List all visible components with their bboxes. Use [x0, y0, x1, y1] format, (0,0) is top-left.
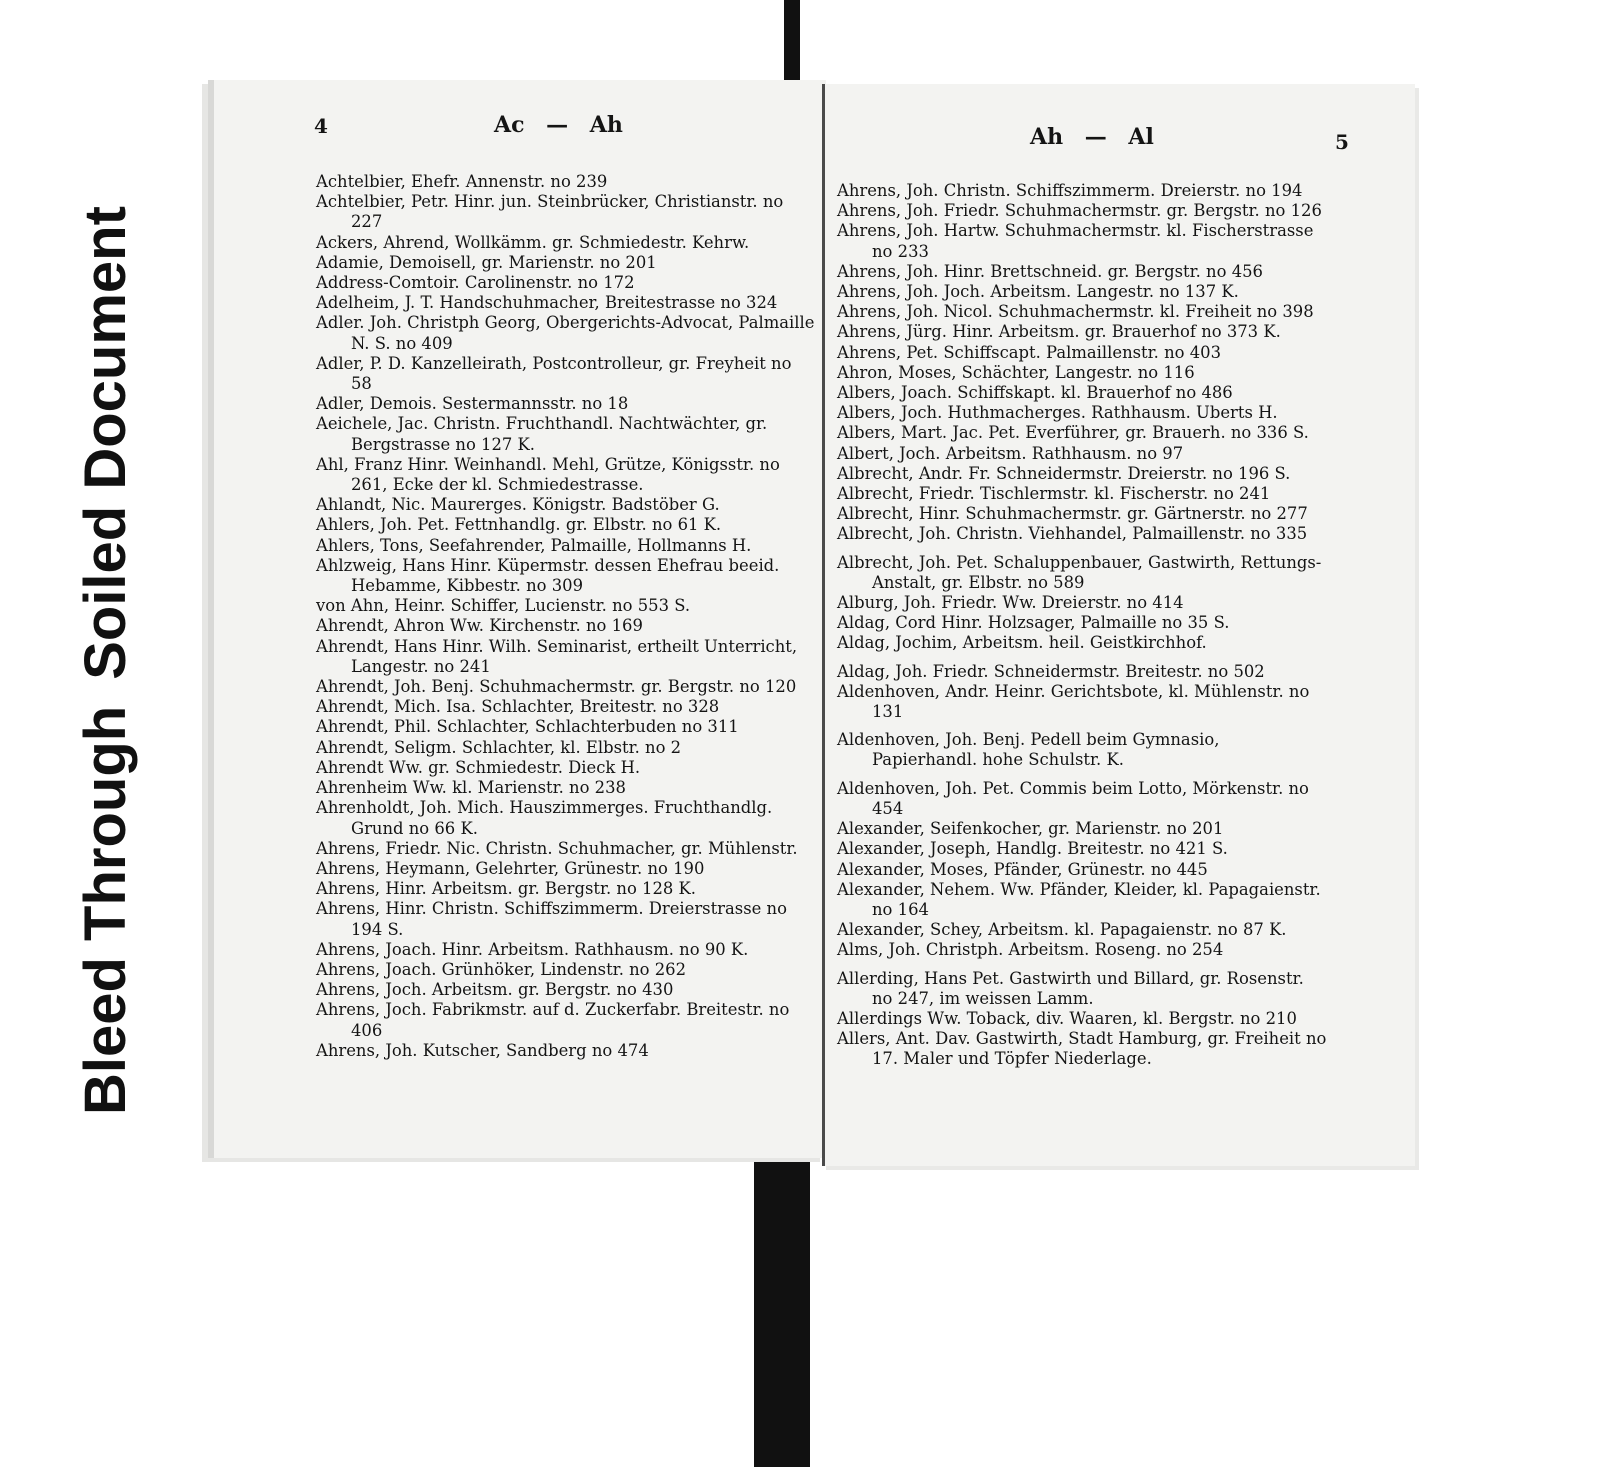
directory-entry: Alburg, Joh. Friedr. Ww. Dreierstr. no 414 — [837, 593, 1184, 613]
directory-entry: Aldenhoven, Joh. Pet. Commis beim Lotto, Mörkenstr. no 454 — [837, 778, 1309, 818]
directory-entry: Adamie, Demoisell, gr. Marienstr. no 201 — [316, 252, 657, 272]
directory-entry: Aldag, Cord Hinr. Holzsager, Palmaille no 35 S. — [837, 613, 1230, 633]
directory-entry: Ahrens, Joach. Hinr. Arbeitsm. Rathhausm. no 90 K. — [316, 939, 749, 959]
directory-entry: Ahrens, Pet. Schiffscapt. Palmaillenstr. no 403 — [837, 342, 1222, 362]
directory-entry: Albrecht, Andr. Fr. Schneidermstr. Dreierstr. no 196 S. — [837, 463, 1291, 483]
directory-entry: Ahrendt, Joh. Benj. Schuhmachermstr. gr. Bergstr. no 120 — [316, 677, 797, 697]
page-number: 5 — [1335, 130, 1349, 154]
directory-entry: Adler. Joh. Christph Georg, Obergerichts-Advocat, Palmaille N. S. no 409 — [316, 313, 815, 353]
directory-entry: Adler, Demois. Sestermannsstr. no 18 — [316, 394, 629, 414]
directory-entry: Albrecht, Joh. Pet. Schaluppenbauer, Gastwirth, Rettungs-Anstalt, gr. Elbstr. no 589 — [837, 552, 1322, 592]
directory-entry: Ahrens, Friedr. Nic. Christn. Schuhmacher, gr. Mühlenstr. — [316, 838, 798, 858]
stamp-line-soiled-document: Soiled Document — [72, 206, 138, 680]
directory-entry: Ahrens, Joh. Hartw. Schuhmachermstr. kl. Fischerstrasse no 233 — [837, 221, 1314, 261]
directory-entry: Aldenhoven, Joh. Benj. Pedell beim Gymnasio, Papierhandl. hohe Schulstr. K. — [837, 730, 1220, 770]
directory-entry: Albrecht, Hinr. Schuhmachermstr. gr. Gärtnerstr. no 277 — [837, 504, 1308, 524]
directory-entry: Ahl, Franz Hinr. Weinhandl. Mehl, Grütze, Königsstr. no 261, Ecke der kl. Schmiedestrasse. — [316, 454, 780, 495]
directory-entry: Ahrens, Jürg. Hinr. Arbeitsm. gr. Brauerhof no 373 K. — [837, 322, 1281, 342]
directory-entry: Albert, Joch. Arbeitsm. Rathhausm. no 97 — [837, 443, 1184, 463]
directory-entry: Albers, Mart. Jac. Pet. Everführer, gr. Brauerh. no 336 S. — [837, 423, 1309, 443]
directory-entry: Ahrenholdt, Joh. Mich. Hauszimmerges. Fruchthandlg. Grund no 66 K. — [316, 798, 773, 838]
directory-entry: Achtelbier, Petr. Hinr. jun. Steinbrücker, Christianstr. no 227 — [316, 192, 784, 232]
running-head: Ac — Ah — [494, 112, 623, 138]
directory-entry-list — [837, 181, 1329, 1070]
directory-entry: Albrecht, Friedr. Tischlermstr. kl. Fischerstr. no 241 — [837, 484, 1271, 504]
directory-entry: Ahrens, Hinr. Arbeitsm. gr. Bergstr. no 128 K. — [316, 879, 696, 899]
directory-entry: Ahrendt, Hans Hinr. Wilh. Seminarist, ertheilt Unterricht, Langestr. no 241 — [316, 636, 798, 676]
directory-entry: Ahrens, Joh. Nicol. Schuhmachermstr. kl. Freiheit no 398 — [837, 302, 1314, 322]
directory-entry: Albrecht, Joh. Christn. Viehhandel, Palmaillenstr. no 335 — [837, 524, 1308, 544]
directory-entry: Ahrens, Joh. Kutscher, Sandberg no 474 — [316, 1040, 649, 1060]
directory-entry: Ahrens, Joh. Christn. Schiffszimmerm. Dreierstr. no 194 — [837, 181, 1303, 200]
directory-entry: Ahrens, Joh. Hinr. Brettschneid. gr. Bergstr. no 456 — [837, 261, 1263, 281]
running-head: Ah — Al — [1030, 124, 1154, 150]
directory-entry: Aldag, Joh. Friedr. Schneidermstr. Breitestr. no 502 — [837, 661, 1265, 681]
directory-entry: Alexander, Nehem. Ww. Pfänder, Kleider, kl. Papagaienstr. no 164 — [837, 879, 1321, 919]
directory-entry: Alms, Joh. Christph. Arbeitsm. Roseng. no 254 — [837, 940, 1224, 960]
directory-entry: Allerding, Hans Pet. Gastwirth und Billard, gr. Rosenstr. no 247, im weissen Lamm. — [837, 968, 1304, 1008]
right-page — [822, 84, 1415, 1166]
directory-entry: Alexander, Seifenkocher, gr. Marienstr. no 201 — [837, 819, 1224, 839]
directory-entry: Ahrens, Hinr. Christn. Schiffszimmerm. Dreierstrasse no 194 S. — [316, 899, 787, 939]
directory-entry: Ahrendt, Mich. Isa. Schlachter, Breitestr. no 328 — [316, 697, 720, 717]
directory-entry: Adelheim, J. T. Handschuhmacher, Breitestrasse no 324 — [316, 293, 778, 313]
directory-entry-list — [316, 172, 816, 1061]
directory-entry: Ahrenheim Ww. kl. Marienstr. no 238 — [316, 778, 626, 798]
directory-entry: Ackers, Ahrend, Wollkämm. gr. Schmiedestr. Kehrw. — [316, 232, 750, 252]
directory-entry: Ahron, Moses, Schächter, Langestr. no 116 — [837, 362, 1195, 382]
directory-entry: Achtelbier, Ehefr. Annenstr. no 239 — [316, 172, 608, 191]
directory-entry: Ahrens, Joch. Arbeitsm. gr. Bergstr. no 430 — [316, 980, 674, 1000]
directory-entry: Allerdings Ww. Toback, div. Waaren, kl. Bergstr. no 210 — [837, 1008, 1297, 1028]
directory-entry: Aeichele, Jac. Christn. Fruchthandl. Nachtwächter, gr. Bergstrasse no 127 K. — [316, 414, 768, 454]
document-stamp-label — [50, 115, 160, 1115]
directory-entry: Ahrendt Ww. gr. Schmiedestr. Dieck H. — [316, 757, 641, 777]
directory-entry: Ahrendt, Ahron Ww. Kirchenstr. no 169 — [316, 616, 643, 636]
directory-entry: Ahrendt, Seligm. Schlachter, kl. Elbstr. no 2 — [316, 737, 682, 757]
binding-spine-top — [784, 0, 800, 82]
directory-entry: Alexander, Joseph, Handlg. Breitestr. no 421 S. — [837, 839, 1228, 859]
directory-entry: Albers, Joach. Schiffskapt. kl. Brauerhof no 486 — [837, 383, 1233, 403]
directory-entry: Ahrendt, Phil. Schlachter, Schlachterbuden no 311 — [316, 717, 739, 737]
directory-entry: von Ahn, Heinr. Schiffer, Lucienstr. no 553 S. — [316, 596, 691, 616]
left-page — [208, 80, 826, 1158]
directory-entry: Albers, Joch. Huthmacherges. Rathhausm. Uberts H. — [837, 403, 1278, 423]
stamp-line-bleed-through: Bleed Through — [72, 705, 138, 1115]
page-number: 4 — [314, 114, 328, 138]
directory-entry: Ahlers, Tons, Seefahrender, Palmaille, Hollmanns H. — [316, 535, 752, 555]
directory-entry: Address-Comtoir. Carolinenstr. no 172 — [316, 273, 635, 293]
directory-entry: Ahrens, Heymann, Gelehrter, Grünestr. no 190 — [316, 858, 705, 878]
directory-entry: Alexander, Schey, Arbeitsm. kl. Papagaienstr. no 87 K. — [837, 920, 1287, 940]
directory-entry: Ahlers, Joh. Pet. Fettnhandlg. gr. Elbstr. no 61 K. — [316, 515, 722, 535]
directory-entry: Adler, P. D. Kanzelleirath, Postcontrolleur, gr. Freyheit no 58 — [316, 353, 792, 394]
directory-entry: Allers, Ant. Dav. Gastwirth, Stadt Hamburg, gr. Freiheit no 17. Maler und Töpfer Niederlage. — [837, 1029, 1327, 1069]
directory-entry: Ahlzweig, Hans Hinr. Küpermstr. dessen Ehefrau beeid. Hebamme, Kibbestr. no 309 — [316, 555, 780, 596]
directory-entry: Ahrens, Joh. Joch. Arbeitsm. Langestr. no 137 K. — [837, 282, 1239, 302]
directory-entry: Ahrens, Joh. Friedr. Schuhmachermstr. gr. Bergstr. no 126 — [837, 201, 1322, 221]
directory-entry: Ahlandt, Nic. Maurerges. Königstr. Badstöber G. — [316, 495, 720, 515]
directory-entry: Alexander, Moses, Pfänder, Grünestr. no 445 — [837, 859, 1208, 879]
directory-entry: Aldenhoven, Andr. Heinr. Gerichtsbote, kl. Mühlenstr. no 131 — [837, 681, 1310, 722]
directory-entry: Ahrens, Joch. Fabrikmstr. auf d. Zuckerfabr. Breitestr. no 406 — [316, 1000, 790, 1040]
directory-entry: Ahrens, Joach. Grünhöker, Lindenstr. no 262 — [316, 959, 687, 979]
directory-entry: Aldag, Jochim, Arbeitsm. heil. Geistkirchhof. — [837, 633, 1207, 653]
binding-spine-bottom — [754, 1158, 810, 1467]
